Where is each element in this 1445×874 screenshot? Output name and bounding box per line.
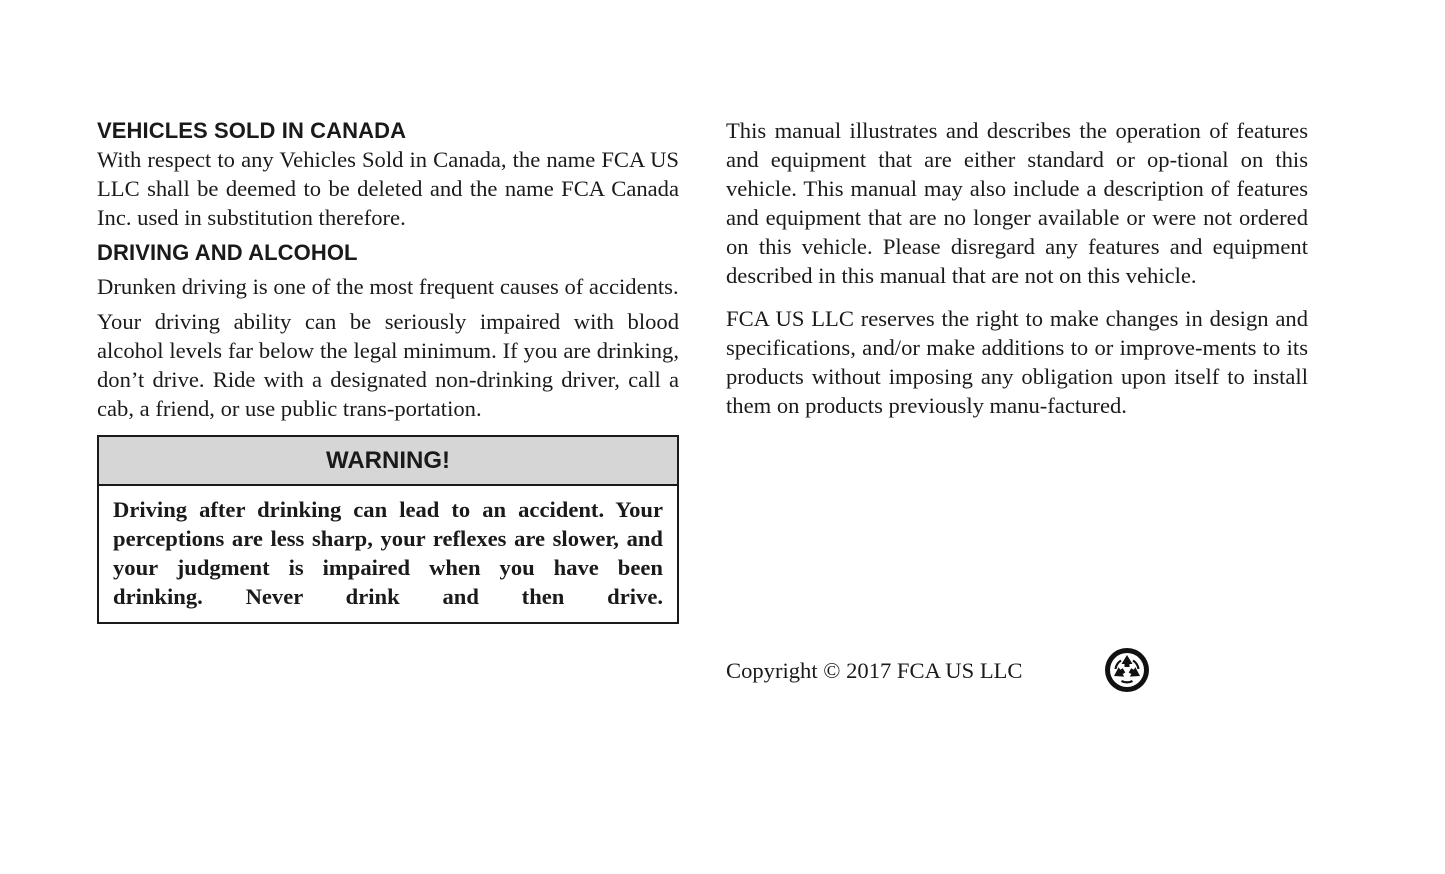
canada-heading: VEHICLES SOLD IN CANADA xyxy=(97,118,407,143)
copyright-text: Copyright © 2017 FCA US LLC xyxy=(726,657,1023,683)
warning-box xyxy=(97,435,679,624)
warning-title: WARNING! xyxy=(99,437,677,486)
alcohol-paragraph-2: Your driving ability can be seriously impaired with blood alcohol levels far below the legal minimum. If you are drinking, don’t drive. Ride with a designated non-drinking driver, call a cab, a friend, or use public trans-portation. xyxy=(97,309,679,421)
canada-paragraph: With respect to any Vehicles Sold in Canada, the name FCA US LLC shall be deemed to be deleted and the name FCA Canada Inc. used in substitution therefore. xyxy=(97,147,679,230)
copyright-row xyxy=(726,650,1023,690)
left-column xyxy=(97,116,679,624)
recycle-icon xyxy=(1104,647,1150,693)
alcohol-paragraph-1: Drunken driving is one of the most frequent causes of accidents. xyxy=(97,274,679,299)
rights-paragraph: FCA US LLC reserves the right to make changes in design and specifications, and/or make additions to or improve-ments to its products without imposing any obligation upon itself to install them on products previously manu-factured. xyxy=(726,306,1308,418)
manual-paragraph: This manual illustrates and describes the operation of features and equipment that are either standard or op-tional on this vehicle. This manual may also include a description of features and equipment that are no longer available or were not ordered on this vehicle. Please disregard any features and equipment described in this manual that are not on this vehicle. xyxy=(726,118,1308,288)
alcohol-heading: DRIVING AND ALCOHOL xyxy=(97,240,358,265)
warning-text: Driving after drinking can lead to an accident. Your perceptions are less sharp, your reflexes are slower, and your judgment is impaired when you have been drinking. Never drink and then drive. xyxy=(113,497,663,609)
right-column xyxy=(726,116,1308,420)
